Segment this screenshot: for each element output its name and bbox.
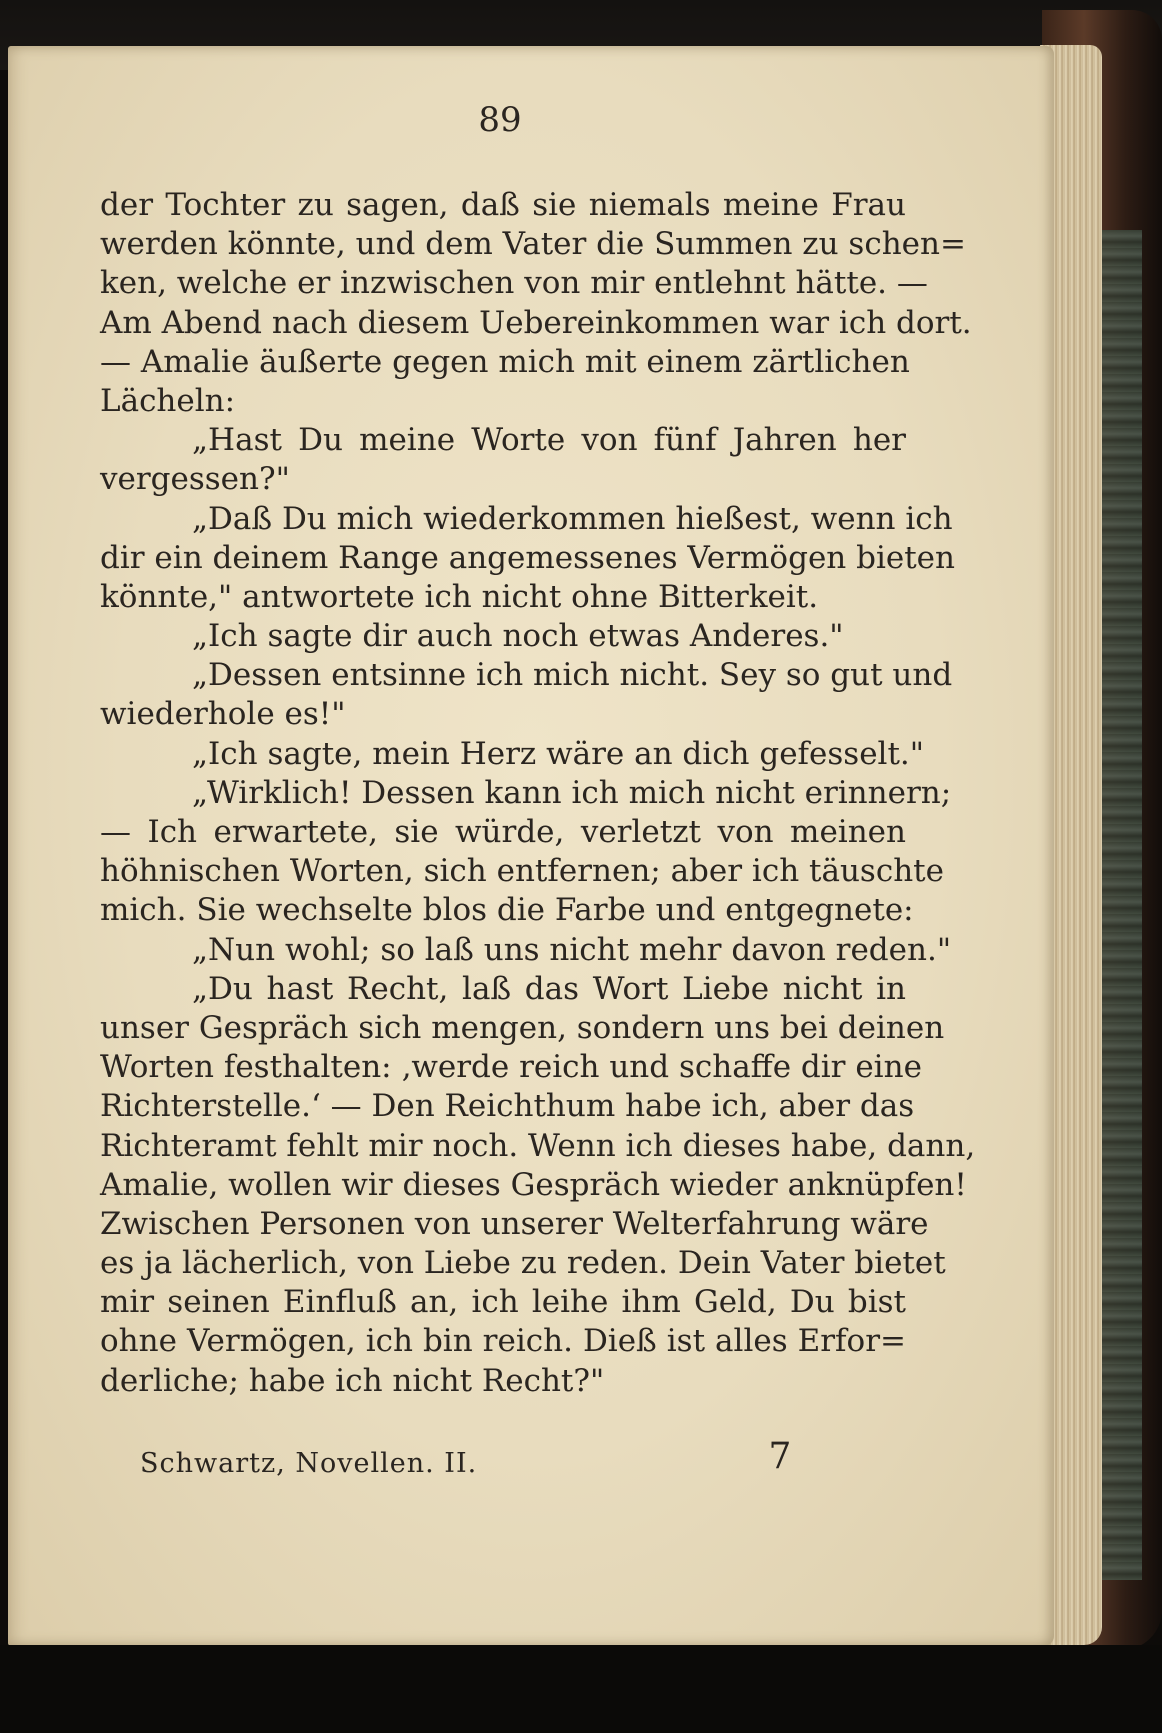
text-line: wiederhole es!": [100, 696, 346, 733]
text-line: ken, welche er inzwischen von mir entlehnt hätte. —: [100, 265, 928, 302]
text-line: „Dessen entsinne ich mich nicht. Sey so gut und: [192, 657, 953, 694]
text-line: Amalie, wollen wir dieses Gespräch wieder anknüpfen!: [100, 1166, 967, 1203]
text-line: „Hast Du meine Worte von fünf Jahren her: [192, 422, 906, 459]
text-line: „Wirklich! Dessen kann ich mich nicht erinnern;: [192, 774, 952, 811]
text-line: „Ich sagte, mein Herz wäre an dich gefesselt.": [192, 735, 925, 772]
footer-signature-line: Schwartz, Novellen. II.: [140, 1448, 478, 1479]
text-line: — Ich erwartete, sie würde, verletzt von meinen: [100, 814, 906, 850]
text-line: dir ein deinem Range angemessenes Vermögen bieten: [100, 539, 955, 576]
background-bottom: [0, 1645, 1162, 1733]
sheet-signature-number: 7: [768, 1436, 792, 1477]
text-line: vergessen?": [100, 461, 290, 498]
text-line: Am Abend nach diesem Uebereinkommen war ich dort.: [100, 304, 972, 341]
text-line: „Ich sagte dir auch noch etwas Anderes.": [192, 618, 844, 655]
text-line: Richteramt fehlt mir noch. Wenn ich dieses habe, dann,: [100, 1127, 976, 1164]
text-line: Zwischen Personen von unserer Welterfahrung wäre: [100, 1205, 929, 1242]
text-line: Worten festhalten: ‚werde reich und schaffe dir eine: [100, 1049, 922, 1086]
text-line: „Nun wohl; so laß uns nicht mehr davon reden.": [192, 931, 952, 968]
text-line: unser Gespräch sich mengen, sondern uns bei deinen: [100, 1009, 945, 1046]
text-line: Richterstelle.‘ — Den Reichthum habe ich, aber das: [100, 1088, 915, 1125]
text-line: könnte," antwortete ich nicht ohne Bitterkeit.: [100, 578, 819, 615]
text-line: höhnischen Worten, sich entfernen; aber ich täuschte: [100, 853, 944, 890]
text-line: — Amalie äußerte gegen mich mit einem zärtlichen: [100, 343, 910, 380]
text-line: „Daß Du mich wiederkommen hießest, wenn ich: [192, 500, 953, 537]
text-line: es ja lächerlich, von Liebe zu reden. Dein Vater bietet: [100, 1245, 946, 1282]
text-block: [100, 186, 976, 1401]
text-line: mich. Sie wechselte blos die Farbe und entgegnete:: [100, 892, 914, 929]
text-line: „Du hast Recht, laß das Wort Liebe nicht in: [192, 970, 906, 1007]
text-line: derliche; habe ich nicht Recht?": [100, 1362, 605, 1399]
text-line: ohne Vermögen, ich bin reich. Dieß ist alles Erfor=: [100, 1323, 906, 1360]
text-line: Lächeln:: [100, 382, 236, 419]
text-line: werden könnte, und dem Vater die Summen zu schen=: [100, 226, 966, 263]
text-line: mir seinen Einfluß an, ich leihe ihm Geld, Du bist: [100, 1284, 906, 1321]
page-number: 89: [478, 100, 522, 140]
text-line: der Tochter zu sagen, daß sie niemals meine Frau: [100, 187, 906, 223]
